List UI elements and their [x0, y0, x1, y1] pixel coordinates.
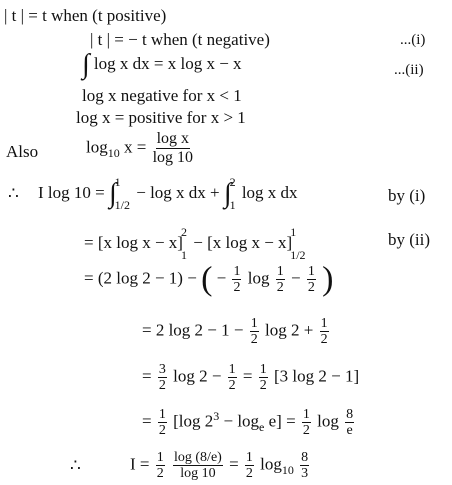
right-paren: )	[322, 260, 334, 298]
numerator: 1	[302, 407, 310, 423]
text-bracket-1: = [x log x − x]	[84, 232, 183, 252]
fraction-half-2	[276, 264, 285, 295]
fraction-8-over-e	[345, 407, 354, 438]
fraction-half	[302, 407, 311, 438]
line-I-log10	[38, 176, 298, 212]
text-integral-log: log x dx = x log x − x	[93, 54, 242, 73]
line-step-4	[142, 316, 331, 347]
numerator: 8	[346, 407, 354, 423]
text-minus-logx: − log x dx +	[136, 182, 220, 202]
limits-3	[181, 226, 187, 262]
text-bracket-2: − [x log x − x]	[188, 232, 293, 252]
denominator: 2	[228, 378, 236, 393]
numerator: 3	[158, 362, 166, 377]
fraction-half	[228, 362, 237, 393]
equals-sign: =	[229, 454, 239, 474]
text-step4-a: = 2 log 2 − 1 −	[142, 320, 244, 340]
denominator: 2	[320, 332, 328, 347]
text-abs-positive: | t | = t when (t positive)	[4, 6, 167, 25]
therefore-1: ∴	[8, 184, 19, 203]
denominator: 3	[301, 466, 309, 481]
fraction-log8e-over-log10	[173, 450, 223, 481]
line-abs-positive	[4, 6, 166, 26]
subscript-e: e	[259, 420, 265, 435]
integral-sign-1: ∫	[108, 178, 117, 209]
text-log2-plus: log 2 +	[265, 320, 314, 340]
fraction-half	[158, 407, 167, 438]
denominator: 2	[158, 423, 166, 439]
denominator: log 10	[152, 149, 194, 166]
text-log: log	[247, 268, 270, 288]
lower-limit: 1/2	[290, 248, 306, 262]
text-logx-dx: log x dx	[241, 182, 298, 202]
equals-sign: =	[242, 366, 253, 386]
line-step-5	[142, 362, 359, 393]
integral-sign-2: ∫	[223, 178, 232, 209]
text-bracket: [3 log 2 − 1]	[274, 366, 360, 386]
fraction-half	[259, 362, 268, 393]
text-log2-minus: log 2 −	[173, 366, 222, 386]
numerator: log (8/e)	[174, 450, 222, 465]
therefore-2: ∴	[70, 456, 81, 475]
lower-limit: 1/2	[114, 198, 130, 212]
fraction-half	[320, 316, 329, 347]
subscript-10: 10	[107, 145, 120, 160]
minus-sign: −	[290, 268, 301, 288]
text-x-equals: x =	[119, 137, 147, 157]
fraction-8-over-3	[300, 450, 309, 481]
line-log-positive	[76, 108, 246, 128]
denominator: 2	[276, 280, 284, 295]
text-minus-log: − log	[219, 411, 260, 431]
text-abs-negative: | t | = − t when (t negative)	[90, 30, 270, 49]
also-label: Also	[6, 142, 39, 161]
lower-limit: 1	[229, 198, 236, 212]
minus-sign: −	[216, 268, 227, 288]
text-log-positive: log x = positive for x > 1	[76, 108, 246, 127]
fraction-logx-over-log10	[153, 130, 193, 167]
line-log10-definition	[86, 130, 195, 167]
line-integral-log	[82, 49, 242, 81]
by-ii-label: by (ii)	[388, 230, 431, 249]
fraction-half	[156, 450, 165, 481]
fraction-three-halves	[158, 362, 167, 393]
numerator: 1	[250, 316, 258, 331]
denominator: 2	[302, 423, 310, 439]
line-bracket-eval	[84, 226, 308, 262]
denominator: 2	[245, 466, 253, 481]
fraction-half	[245, 450, 254, 481]
denominator: e	[346, 423, 353, 439]
numerator: 1	[156, 450, 164, 465]
fraction-half-1	[232, 264, 241, 295]
tag-i: ...(i)	[400, 32, 426, 48]
left-paren: (	[201, 260, 213, 298]
upper-limit: 2	[180, 225, 187, 239]
line-log-negative	[82, 86, 242, 106]
line-step-3	[84, 260, 334, 298]
denominator: 2	[158, 378, 166, 393]
line-final-result	[130, 450, 311, 481]
equals-sign: =	[142, 411, 152, 431]
denominator: log 10	[180, 466, 216, 481]
upper-limit: 2	[229, 175, 236, 189]
numerator: 1	[259, 362, 267, 377]
subscript-10: 10	[281, 462, 294, 477]
denominator: 2	[259, 378, 267, 393]
upper-limit: 1	[290, 225, 297, 239]
fraction-half-3	[307, 264, 316, 295]
by-i-label: by (i)	[388, 186, 426, 205]
numerator: 1	[320, 316, 328, 331]
limits-4	[290, 226, 305, 262]
denominator: 2	[307, 280, 315, 295]
numerator: 1	[307, 264, 315, 279]
numerator: log x	[156, 130, 190, 147]
text-I-log10: I log 10 =	[38, 182, 105, 202]
denominator: 2	[156, 466, 164, 481]
line-step-6	[142, 406, 356, 438]
text-e-equals: e] =	[264, 411, 296, 431]
numerator: 1	[158, 407, 166, 423]
equals-sign: =	[142, 366, 152, 386]
fraction-half	[250, 316, 259, 347]
upper-limit: 1	[114, 175, 121, 189]
line-abs-negative	[90, 30, 270, 50]
denominator: 2	[233, 280, 241, 295]
text-log: log	[317, 411, 339, 431]
numerator: 1	[276, 264, 284, 279]
numerator: 1	[233, 264, 241, 279]
text-log2: [log 2	[173, 411, 214, 431]
text-I-equals: I =	[130, 454, 150, 474]
text-log-negative: log x negative for x < 1	[82, 86, 242, 105]
tag-ii: ...(ii)	[394, 62, 424, 78]
text-step3-a: = (2 log 2 − 1) −	[84, 268, 197, 288]
numerator: 8	[301, 450, 309, 465]
integral-sign: ∫	[82, 49, 90, 81]
lower-limit: 1	[180, 248, 187, 262]
superscript-3: 3	[213, 409, 220, 423]
text-log: log	[260, 454, 282, 474]
numerator: 1	[245, 450, 253, 465]
text-log: log	[86, 137, 108, 157]
denominator: 2	[250, 332, 258, 347]
numerator: 1	[228, 362, 236, 377]
